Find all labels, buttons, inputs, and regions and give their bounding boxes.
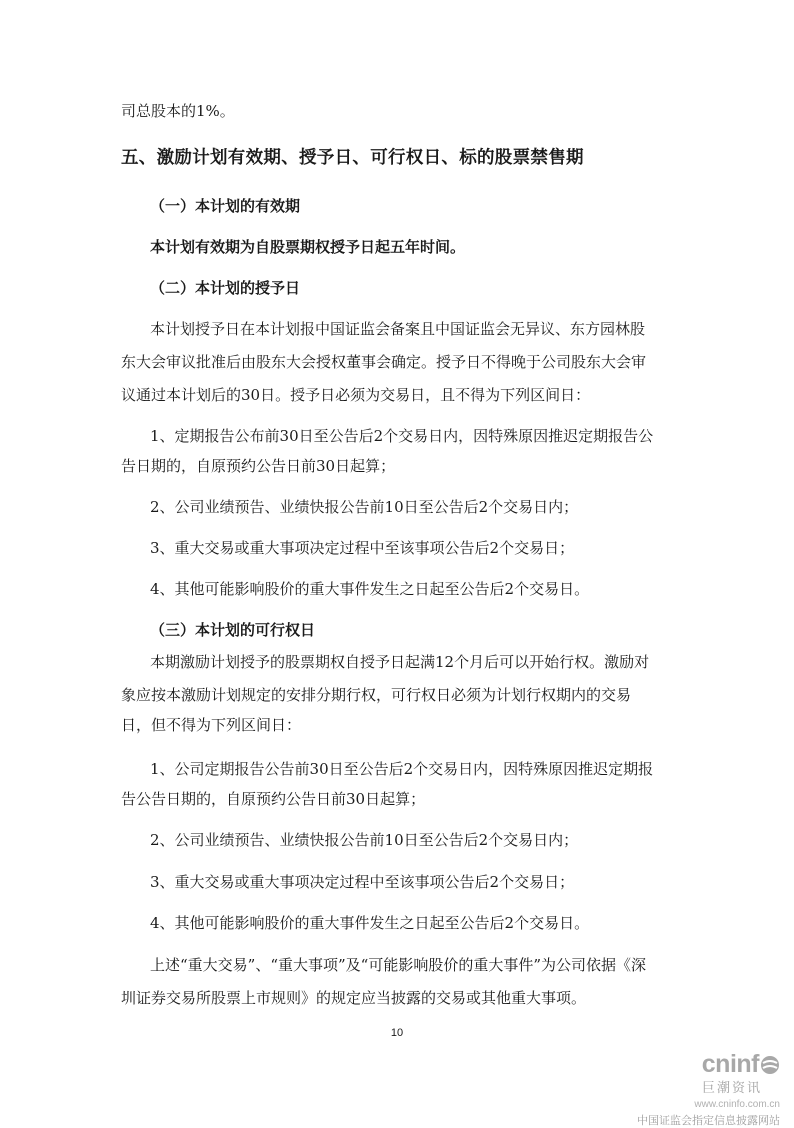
paragraph-line: 议通过本计划后的30日。授予日必须为交易日，且不得为下列区间日： bbox=[121, 386, 591, 404]
subheading-grant-date: （二）本计划的授予日 bbox=[150, 279, 301, 297]
subheading-validity-period: （一）本计划的有效期 bbox=[150, 197, 301, 215]
cninfo-swirl-icon bbox=[760, 1055, 780, 1075]
list-item-line: 告日期的，自原预约公告日前30日起算； bbox=[121, 457, 396, 475]
section-heading: 五、激励计划有效期、授予日、可行权日、标的股票禁售期 bbox=[121, 148, 584, 168]
cninfo-logo-text: cninf bbox=[701, 1050, 759, 1078]
paragraph-continuation: 司总股本的1%。 bbox=[121, 102, 235, 120]
page-number: 10 bbox=[390, 1027, 404, 1039]
list-item-line: 3、重大交易或重大事项决定过程中至该事项公告后2个交易日； bbox=[150, 539, 575, 557]
paragraph-line: 圳证券交易所股票上市规则》的规定应当披露的交易或其他重大事项。 bbox=[121, 989, 587, 1007]
cninfo-logo bbox=[702, 1050, 780, 1079]
validity-period-text: 本计划有效期为自股票期权授予日起五年时间。 bbox=[150, 238, 466, 256]
list-item-line: 4、其他可能影响股价的重大事件发生之日起至公告后2个交易日。 bbox=[150, 914, 590, 932]
cninfo-caption: 中国证监会指定信息披露网站 bbox=[637, 1114, 780, 1127]
subheading-exercise-date: （三）本计划的可行权日 bbox=[150, 621, 316, 639]
cninfo-watermark bbox=[637, 1050, 780, 1128]
paragraph-line: 象应按本激励计划规定的安排分期行权，可行权日必须为计划行权期内的交易 bbox=[121, 686, 632, 704]
paragraph-line: 上述“重大交易”、“重大事项”及“可能影响股价的重大事件”为公司依据《深 bbox=[150, 956, 647, 974]
list-item-line: 4、其他可能影响股价的重大事件发生之日起至公告后2个交易日。 bbox=[150, 580, 590, 598]
cninfo-subtitle: 巨潮资讯 bbox=[701, 1081, 762, 1096]
list-item-line: 2、公司业绩预告、业绩快报公告前10日至公告后2个交易日内； bbox=[150, 831, 579, 849]
paragraph-line: 本计划授予日在本计划报中国证监会备案且中国证监会无异议、东方园林股 bbox=[150, 320, 646, 338]
list-item-line: 告公告日期的，自原预约公告日前30日起算； bbox=[121, 790, 426, 808]
cninfo-url: www.cninfo.com.cn bbox=[694, 1099, 780, 1110]
list-item-line: 3、重大交易或重大事项决定过程中至该事项公告后2个交易日； bbox=[150, 873, 575, 891]
list-item-line: 2、公司业绩预告、业绩快报公告前10日至公告后2个交易日内； bbox=[150, 498, 579, 516]
paragraph-line: 本期激励计划授予的股票期权自授予日起满12个月后可以开始行权。激励对 bbox=[150, 653, 650, 671]
paragraph-line: 东大会审议批准后由股东大会授权董事会确定。授予日不得晚于公司股东大会审 bbox=[121, 353, 647, 371]
list-item-line: 1、定期报告公布前30日至公告后2个交易日内，因特殊原因推迟定期报告公 bbox=[150, 427, 654, 445]
paragraph-line: 日，但不得为下列区间日： bbox=[121, 716, 302, 734]
list-item-line: 1、公司定期报告公告前30日至公告后2个交易日内，因特殊原因推迟定期报 bbox=[150, 760, 654, 778]
